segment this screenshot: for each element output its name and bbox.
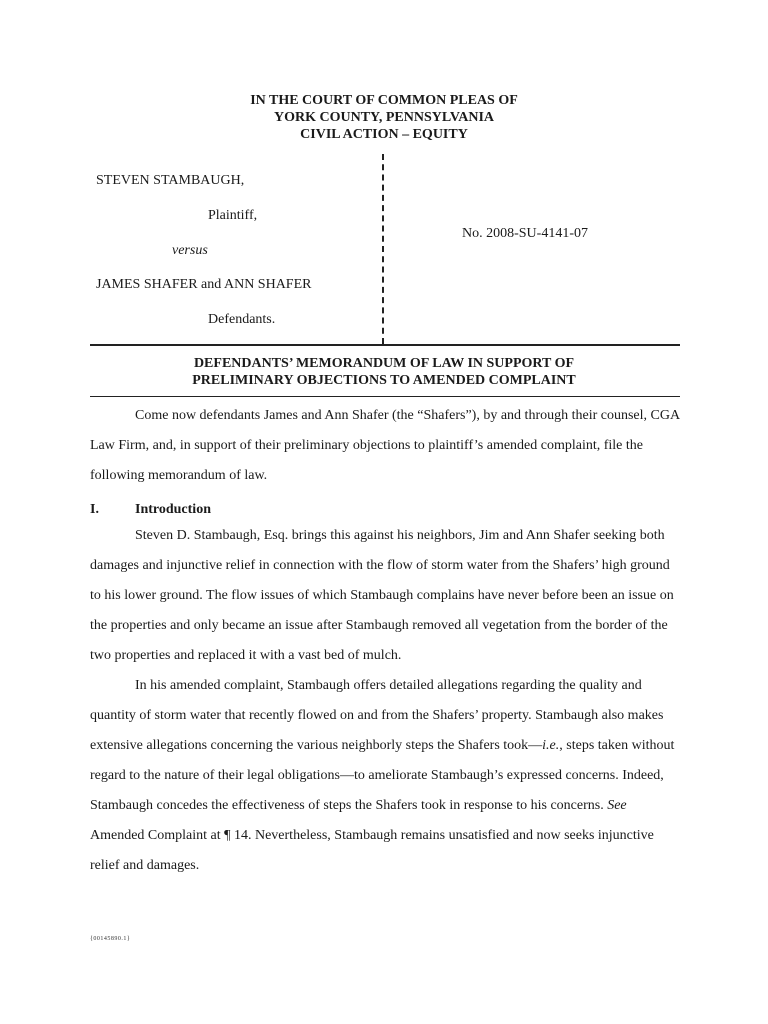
section-paragraph-2 [90,671,680,881]
court-action-type: CIVIL ACTION – EQUITY [300,127,468,142]
para2-part-b: , steps taken without regard to the nature of their legal obligations—to ameliorate Stambaugh’s expressed concerns. Indeed, Stambaugh concedes the effectiveness of steps the Shafers took in response to his concerns. [90,738,675,813]
memorandum-title-line2: PRELIMINARY OBJECTIONS TO AMENDED COMPLAINT [192,373,576,388]
versus-label: versus [172,243,208,258]
para2-part-c: Amended Complaint at ¶ 14. Nevertheless, Stambaugh remains unsatisfied and now seeks injunctive relief and damages. [90,828,654,873]
section-body [90,521,680,881]
court-county: YORK COUNTY, PENNSYLVANIA [273,110,495,125]
title-bottom-rule [90,396,680,397]
defendant-names: JAMES SHAFER and ANN SHAFER [96,277,312,292]
ie-abbreviation: i.e. [542,738,560,753]
plaintiff-name: STEVEN STAMBAUGH, [96,173,245,188]
document-id-code: {00145890.1} [90,936,131,942]
court-name: IN THE COURT OF COMMON PLEAS OF [250,93,518,108]
see-signal: See [607,798,627,813]
plaintiff-role: Plaintiff, [208,208,258,223]
defendant-role: Defendants. [208,312,276,327]
memorandum-title-line1: DEFENDANTS’ MEMORANDUM OF LAW IN SUPPORT OF [193,356,575,371]
section-number: I. [90,502,99,517]
para2-part-a: In his amended complaint, Stambaugh offers detailed allegations regarding the quality and quantity of storm water that recently flowed on and from the Shafers’ property. Stambaugh also makes extensive allegations concerning the various neighborly steps the Shafers took— [90,678,664,753]
title-top-rule [90,344,680,346]
intro-paragraph-text: Come now defendants James and Ann Shafer (the “Shafers”), by and through their counsel, CGA Law Firm, and, in support of their preliminary objections to plaintiff’s amended complaint, file the following memorandum of law. [90,408,680,483]
caption-divider [382,154,384,344]
section-heading: Introduction [135,502,211,517]
section-paragraph-1: Steven D. Stambaugh, Esq. brings this against his neighbors, Jim and Ann Shafer seeking both damages and injunctive relief in connection with the flow of storm water from the Shafers’ high ground to his lower ground. The flow issues of which Stambaugh complains have never before been an issue on the properties and only became an issue after Stambaugh removed all vegetation from the border of the two properties and replaced it with a vast bed of mulch. [90,528,674,663]
intro-paragraph [90,401,680,491]
case-number: No. 2008-SU-4141-07 [462,226,588,241]
